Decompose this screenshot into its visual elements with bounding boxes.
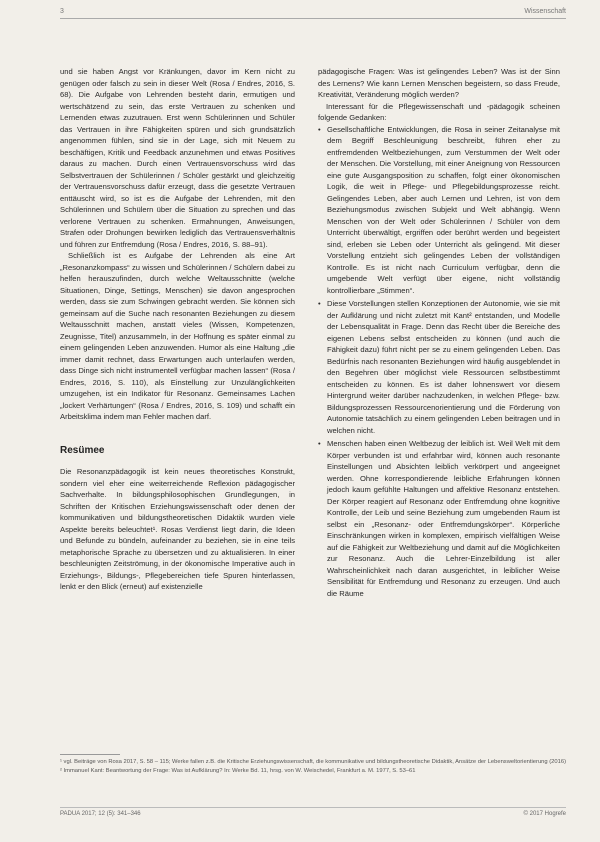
page-number: 3	[60, 8, 64, 15]
footer-divider	[60, 807, 566, 808]
bullet-list	[318, 124, 560, 600]
section-heading: Resümee	[60, 444, 105, 456]
footer-citation: PADUA 2017; 12 (5): 341–346	[60, 811, 141, 817]
footnote-divider	[60, 754, 120, 755]
running-title: Wissenschaft	[524, 8, 566, 15]
body-paragraph: Schließlich ist es Aufgabe der Lehrenden als eine Art „Resonanzkompass“ zu wissen und Schülerinnen / Schülern dabei zu helfen herauszufinden, durch welche Weltausschnitte (welche Situationen, Dinge, Settings, Menschen) sie davon angesprochen werden, dass sie zum Schwingen gebracht werden. Sie können sich gemeinsam auf die Suche nach resonanten Beziehungen zu diesem Weltausschnitt machen, anstatt vieles (Wissen, Kompetenzen, Zeugnisse, Titel) anzusammeln, in der Hoffnung es später einmal zu einem gelingenden Leben anzuwenden. Humor als eine Haltung „die immer damit rechnet, dass Erwartungen auch unterlaufen werden, dass Dinge sich nicht instrumentell verfügbar machen lassen“ (Rosa / Endres, 2016, S. 110), als Einstellung zur Unzulänglichkeiten umzugehen, ist ein Indikator für Resonanz. Gemeinsames Lachen „lockert Verhärtungen“ (Rosa / Endres, 2016, S. 109) und schafft ein Arbeitsklima indem man Fehler machen darf.	[60, 251, 295, 421]
summary-paragraph: Die Resonanzpädagogik ist kein neues theoretisches Konstrukt, sondern viel eher eine weiterreichende Reflexion pädagogischer Sachverhalte. In bildungsphilosophischen Grundlegungen, in Schriften der Kritischen Erziehungswissenschaft oder denen der kommunikativen und bildungstheoretischen Didaktik wurden viele Aspekte bereits beleuchtet¹. Rosas Verdienst liegt darin, die Ideen und Befunde zu bündeln, aufeinander zu beziehen, sie in eine teils metaphorische Sprache zu übersetzen und zu aktualisieren. In einer beschleunigten Zeitströmung, in der ökonomische Imperative auch in Erziehungs-, Bildungs-, Pflegebereichen tiefe Spuren hinterlassen, lenkt er den Blick (erneut) auf existenzielle	[60, 467, 295, 591]
body-paragraph: und sie haben Angst vor Kränkungen, davor im Kern nicht zu genügen oder falsch zu sein in dieser Welt (Rosa / Endres, 2016, S. 68). Die Aufgabe von Lehrenden besteht darin, ermutigen und wertschätzend zu sein, das erste Vertrauen zu schenken und Lernenden etwas zuzutrauen. Erst wenn Schülerinnen und Schüler das Vertrauen in ihre Fähigkeiten spüren und sich grundsätzlich angenommen fühlen, sind sie in der Lage, sich mit Neuem zu beschäftigen, Kritik und Feedback anzunehmen und etwas Positives daraus zu machen. Durch einen Vertrauensvorschuss wird das Selbstvertrauen der Schülerinnen / Schüler gestärkt und gleichzeitig der Vertrauensvorschuss dafür erzeugt, dass die gesetzte Vertrauen enttäuscht wird, so ist es die Aufgabe der Lehrenden, mit den Schülerinnen und Schülern über die Situation zu sprechen und das verlorene Vertrauen zu schenken. Ermahnungen, Anweisungen, Strafen oder Drohungen bewirken lediglich das Vertrauensverhältnis und führen zur Entfremdung (Rosa / Endres, 2016, S. 88–91).	[60, 67, 295, 249]
interest-paragraph: Interessant für die Pflegewissenschaft und -pädagogik scheinen folgende Gedanken:	[318, 101, 560, 122]
bullet-item: • Menschen haben einen Weltbezug der leiblich ist. Weil Welt mit dem Körper verbunden ist und erfahrbar wird, können auch resonante Einstellungen und Absichten leiblich verkörpert und angeeignet werden. Ohne korrespondierende leibliche Erfahrungen können jedoch kaum gefühlte Haltungen und affektive Resonanz entstehen. Der Körper reagiert auf Resonanz oder Entfremdung ohne kognitive Kontrolle, der Leib und seine Beziehung zum umgebenden Raum ist selbst ein „Resonanz- oder Entfremdungskörper“. Körperliche Einschränkungen wirken in komplexen, empirisch vielfältigen Weise auf die Fähigkeit zur Weltbeziehung und damit auf die Möglichkeiten zur Resonanz. Auch die Lehrer-Einzelbildung ist aller Wahrscheinlichkeit nach daran ausgerichtet, in leiblicher Weise Sensibilität für Entfremdung und Resonanz zu erzeugen. Und auch die Räume	[318, 438, 560, 599]
intro-paragraph: pädagogische Fragen: Was ist gelingendes Leben? Was ist der Sinn des Lernens? Wie kann Lernen Menschen begeistern, so dass Freude, Kreativität, Veränderung möglich werden?	[318, 67, 560, 99]
footer-copyright: © 2017 Hogrefe	[523, 811, 566, 817]
left-column	[60, 66, 295, 593]
footnote: ² Immanuel Kant: Beantwortung der Frage: Was ist Aufklärung? In: Werke Bd. 11, hrsg. von W. Weischedel, Frankfurt a. M. 1977, S. 53–61	[60, 768, 416, 774]
bullet-item: • Diese Vorstellungen stellen Konzeptionen der Autonomie, wie sie mit der Aufklärung und nicht zuletzt mit Kant² entstanden, und Modelle der Lebensqualität in Frage. Denn das Recht über die Bereiche des eigenen Lebens selbst entscheiden zu können (und auch die Fähigkeit dazu) führt nicht per se zu einem gelingenden Leben. Das Bedürfnis nach resonanten Beziehungen wird häufig ausgeblendet in den Begehren über möglichst viele Ressourcen selbstbestimmt entscheiden zu können. Es ist daher lohnenswert vor diesem Hintergrund weiter darüber nachzudenken, in welchen Pflege- bzw. Bildungsprozessen Ressourcenorientierung und die Förderung von Autonomie tatsächlich zu einem gelingenden Leben beitragen und in welchen nicht.	[318, 298, 560, 436]
footnotes	[60, 758, 566, 776]
header-divider	[60, 18, 566, 19]
right-column	[318, 66, 560, 601]
bullet-item: • Gesellschaftliche Entwicklungen, die Rosa in seiner Zeitanalyse mit dem Begriff Beschleunigung beschreibt, führen eher zu entfremdenden Weltbeziehungen, zum Verstummen der Welt oder der Menschen. Die Vorstellung, mit einer Aneignung von Ressourcen eine gute Ausgangsposition zu schaffen, folgt einer ökonomischen Logik, die weit in Pflege- und Pflegebildungsprozesse reicht. Gelingendes Leben, aber auch Lernen und Lehren, ist von dem Beziehungsmodus zwischen Subjekt und Welt abhängig. Wenn Menschen von der Welt oder Schülerinnen / Schüler von dem Unterricht überwältigt, ergriffen oder berührt werden und begeistert sind, erleben sie Leben oder Unterricht als gelingend. Mit dieser Vorstellung entzieht sich gelingendes Leben der vollständigen Kontrolle. Es ist nicht nach Curriculum verfügbar, denn die umgebende Welt verfügt über eigene, nicht vollständig kontrollierbare „Stimmen“.	[318, 124, 560, 297]
footnote: ¹ vgl. Beiträge von Rosa 2017, S. 58 – 115; Werke fallen z.B. die Kritische Erziehungswissenschaft, die kommunikative und bildungstheoretische Didaktik, Ansätze der Lebensweltorientierung (2016)	[60, 759, 567, 765]
